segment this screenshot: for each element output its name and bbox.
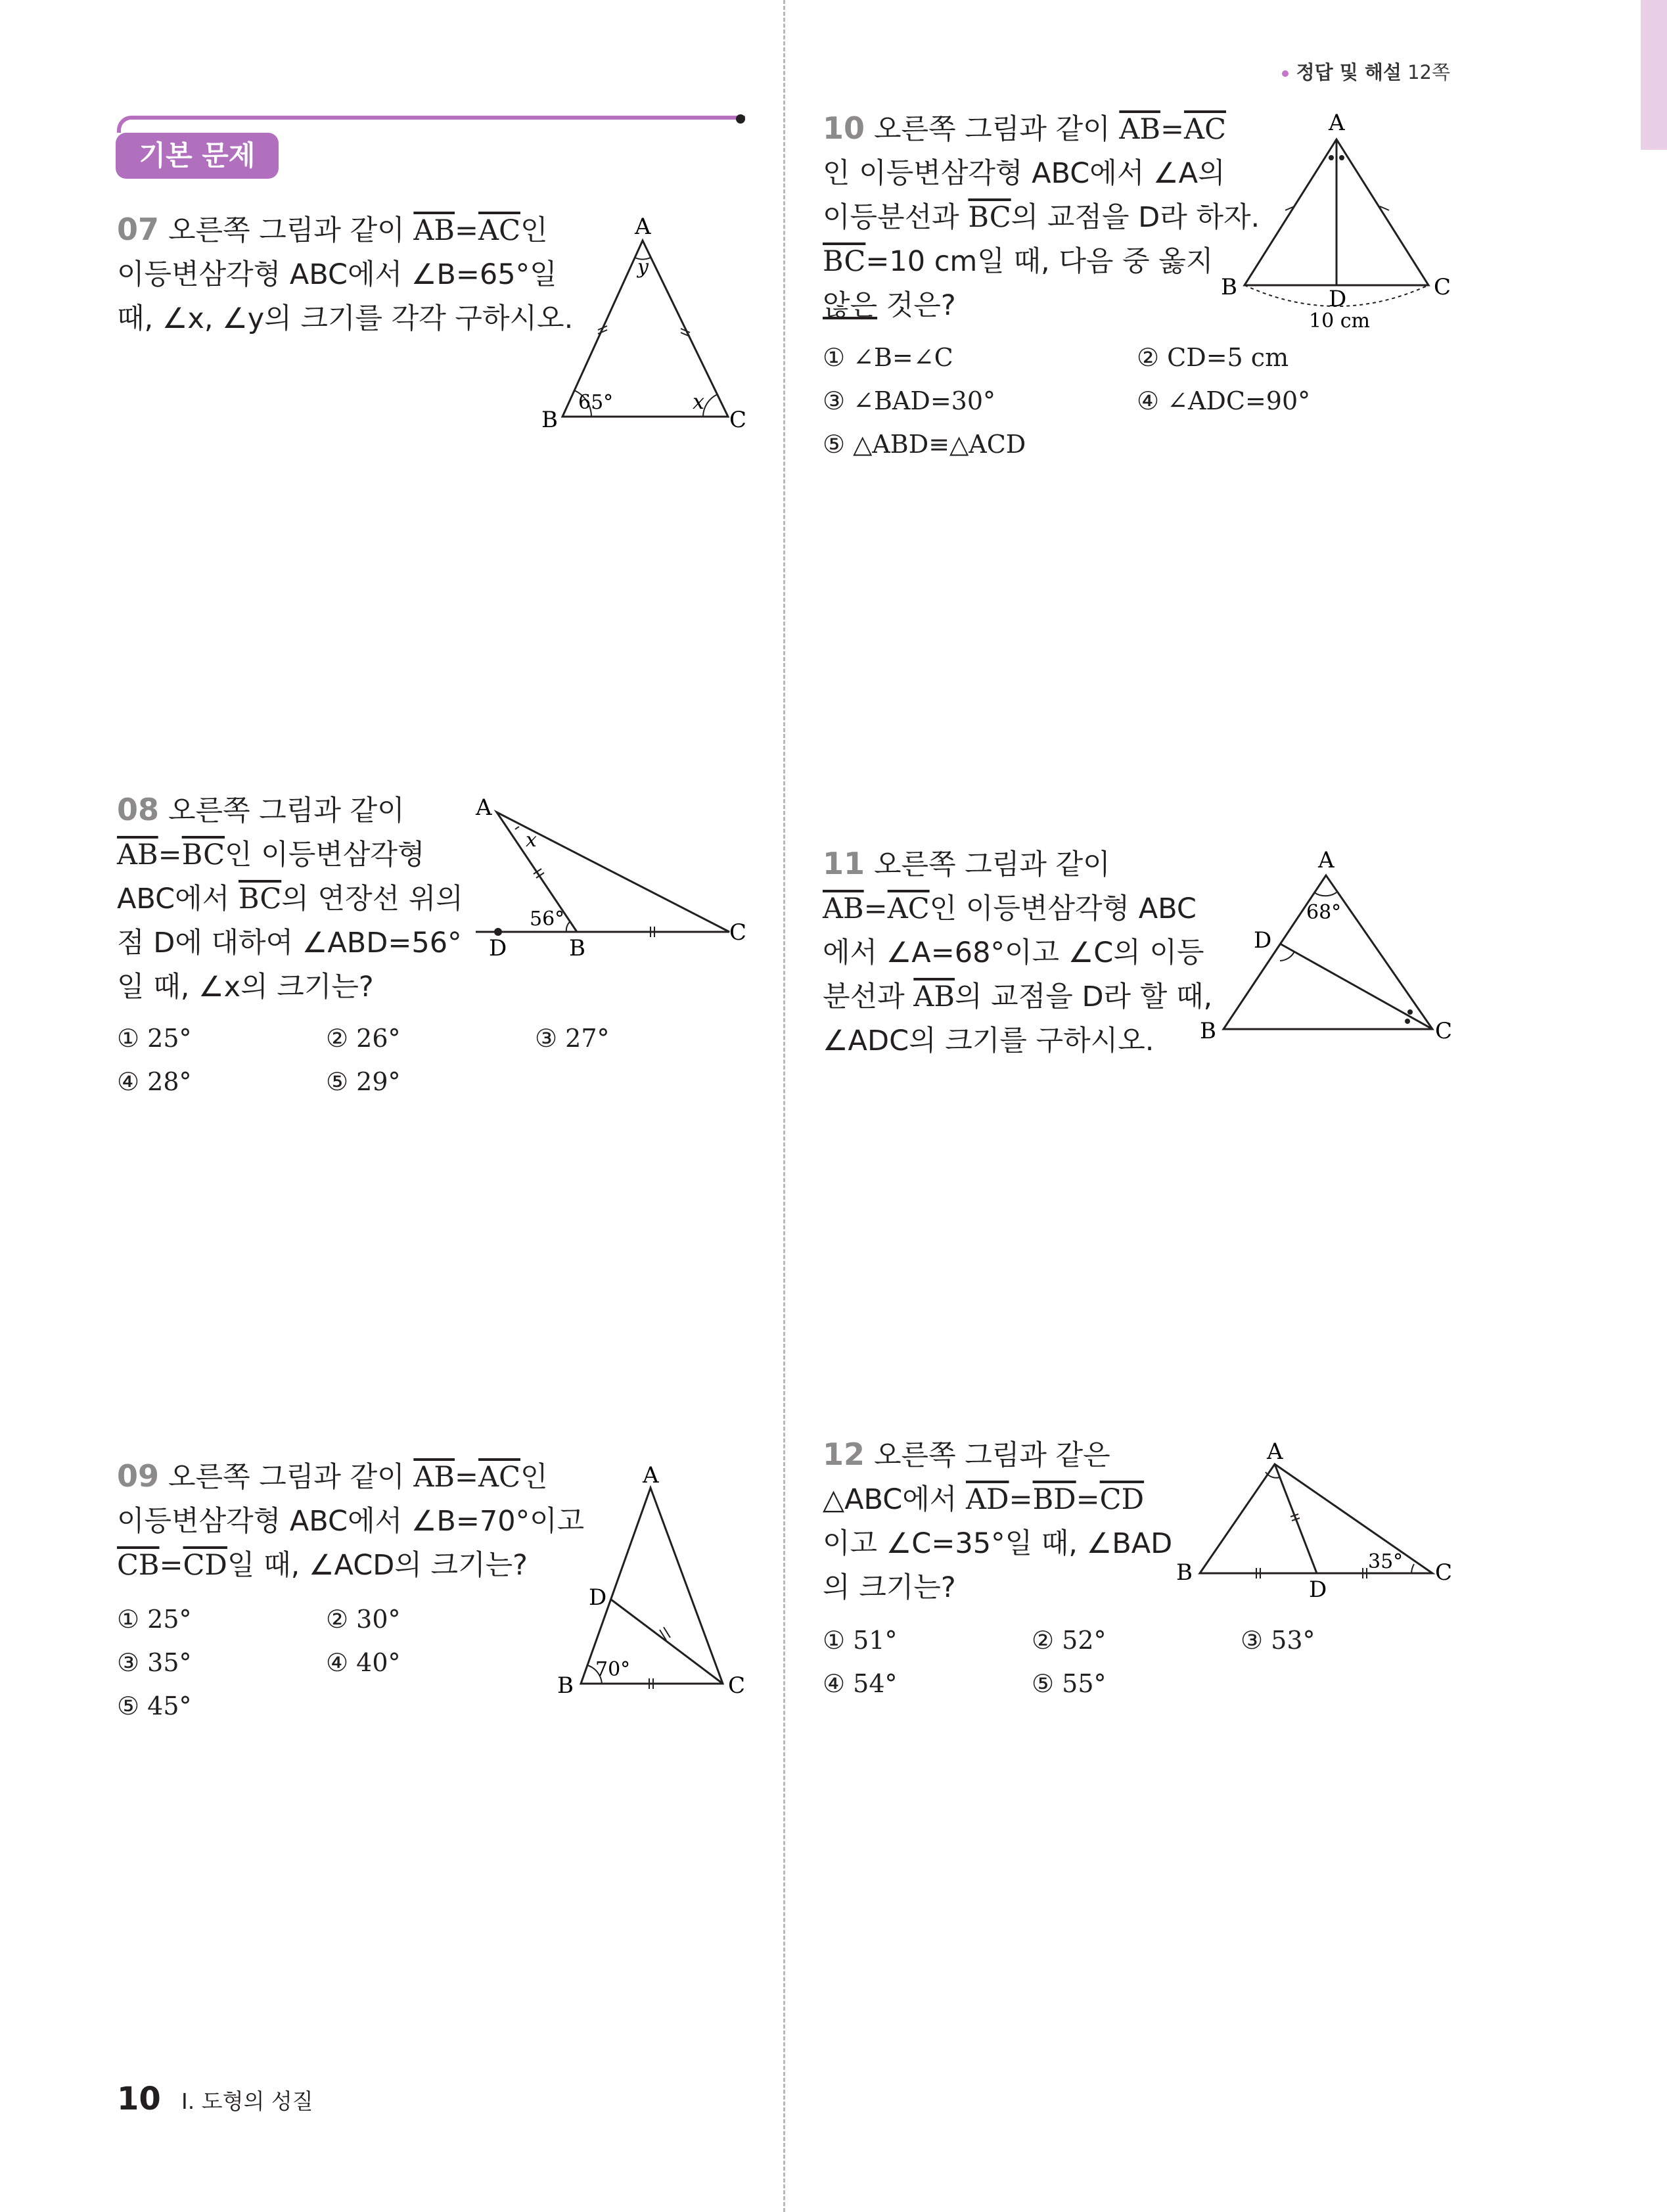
choice[interactable]: ④ 28° — [117, 1067, 192, 1096]
vertex-label: A — [643, 1462, 659, 1488]
segment: $\overline{AB}$ — [1119, 113, 1160, 146]
text: 일 때, ∠ACD의 크기는? — [227, 1549, 528, 1582]
choice[interactable]: ② CD=5 cm — [1137, 343, 1289, 372]
text: 의 연장선 위의 — [281, 883, 463, 915]
question-number: 07 — [117, 212, 160, 247]
choice[interactable]: ① 51° — [823, 1626, 898, 1655]
segment: $\overline{BC}$ — [823, 245, 866, 278]
question-12-line-3: 이고 ∠C=35°일 때, ∠BAD — [823, 1527, 1173, 1560]
text: 분선과 — [823, 980, 914, 1013]
text: 이등분선과 — [823, 201, 969, 234]
vertex-label: B — [1176, 1559, 1193, 1586]
text: = — [454, 1461, 479, 1494]
question-12-line-2 — [823, 1478, 1172, 1522]
text: = — [454, 214, 479, 247]
question-07-line-3: 때, ∠x, ∠y의 크기를 각각 구하시오. — [117, 302, 574, 335]
question-12-line-1 — [823, 1433, 1172, 1478]
vertex-label: C — [729, 407, 747, 433]
question-12 — [823, 1433, 1172, 1610]
text: 오른쪽 그림과 같이 — [168, 214, 414, 247]
vertex-label: C — [729, 919, 747, 946]
segment: $\overline{CB}$ — [117, 1549, 160, 1582]
vertex-label: D — [1309, 1577, 1327, 1603]
question-09-line-3 — [117, 1544, 584, 1588]
vertex-label: B — [1221, 274, 1237, 300]
question-11-line-5: ∠ADC의 크기를 구하시오. — [823, 1025, 1154, 1057]
question-12-figure — [1174, 1435, 1459, 1606]
question-08-line-2 — [117, 833, 463, 877]
angle-label: x — [693, 389, 705, 414]
text: 오른쪽 그림과 같이 — [168, 1461, 414, 1494]
page-number: 10 — [117, 2081, 161, 2117]
question-10-figure — [1217, 110, 1460, 334]
answer-reference-page: 12쪽 — [1407, 61, 1450, 83]
segment: $\overline{BC}$ — [181, 839, 225, 871]
length-label: 10 cm — [1309, 310, 1370, 333]
vertex-label: A — [476, 795, 492, 821]
question-12-line-4: 의 크기는? — [823, 1571, 956, 1604]
text: = — [159, 1549, 183, 1582]
text: △ABC에서 — [823, 1483, 966, 1516]
section-rule-dot — [736, 114, 745, 124]
question-08-figure — [472, 789, 754, 966]
vertex-label: C — [1435, 1559, 1453, 1586]
vertex-label: B — [569, 935, 585, 961]
choice[interactable]: ④ ∠ADC=90° — [1137, 386, 1311, 415]
segment: $\overline{AD}$ — [966, 1483, 1009, 1516]
text: 의 교점을 D라 할 때, — [954, 980, 1213, 1013]
angle-label: 70° — [595, 1658, 631, 1681]
text: = — [1160, 113, 1185, 146]
text: 의 교점을 D라 하자. — [1011, 201, 1260, 234]
vertex-label: D — [1329, 286, 1347, 312]
question-11-line-3: 에서 ∠A=68°이고 ∠C의 이등 — [823, 936, 1204, 969]
vertex-label: B — [557, 1672, 574, 1699]
answer-reference-label: 정답 및 해설 — [1296, 61, 1402, 83]
choice[interactable]: ② 30° — [326, 1605, 401, 1634]
vertex-label: A — [635, 214, 651, 240]
text: 인 — [520, 214, 548, 247]
choice[interactable]: ⑤ 55° — [1032, 1669, 1107, 1698]
segment: $\overline{AB}$ — [413, 214, 455, 247]
question-11-figure — [1196, 842, 1459, 1053]
question-11-line-1 — [823, 842, 1212, 887]
vertex-label: B — [541, 407, 558, 433]
question-number: 11 — [823, 846, 865, 881]
text: 인 이등변삼각형 ABC — [929, 892, 1197, 925]
question-10-line-4 — [823, 240, 1260, 284]
question-09 — [117, 1454, 584, 1588]
question-number: 08 — [117, 792, 160, 827]
segment: $\overline{BD}$ — [1032, 1483, 1076, 1516]
text: = — [158, 839, 182, 871]
angle-label: 35° — [1368, 1550, 1404, 1573]
question-07-figure — [532, 210, 756, 434]
segment: $\overline{AB}$ — [913, 980, 955, 1013]
angle-label: 65° — [578, 391, 614, 414]
choice[interactable]: ⑤ △ABD≡△ACD — [823, 430, 1026, 459]
segment: $\overline{AC}$ — [478, 214, 520, 247]
choice[interactable]: ③ 35° — [117, 1648, 192, 1677]
vertex-label: A — [1267, 1439, 1283, 1465]
text: = — [1076, 1483, 1100, 1516]
segment: $\overline{AB}$ — [117, 839, 158, 871]
choice[interactable]: ① ∠B=∠C — [823, 343, 953, 372]
vertex-label: B — [1200, 1018, 1216, 1044]
segment: $\overline{AC}$ — [887, 892, 930, 925]
emphasis: 않은 — [823, 289, 878, 322]
choice[interactable]: ⑤ 45° — [117, 1692, 192, 1720]
question-08-line-5: 일 때, ∠x의 크기는? — [117, 971, 374, 1003]
chapter-title: I. 도형의 성질 — [181, 2088, 313, 2114]
section-badge: 기본 문제 — [116, 133, 279, 179]
segment: $\overline{AC}$ — [478, 1461, 520, 1494]
segment: $\overline{CD}$ — [1099, 1483, 1145, 1516]
bullet-icon — [1282, 70, 1289, 77]
text: = — [863, 892, 888, 925]
question-10-line-2: 인 이등변삼각형 ABC에서 ∠A의 — [823, 157, 1225, 190]
vertex-label: D — [589, 1584, 607, 1611]
question-number: 09 — [117, 1458, 160, 1494]
vertex-label: C — [1435, 1018, 1453, 1044]
angle-label: y — [637, 256, 649, 279]
vertex-label: C — [1434, 274, 1451, 300]
question-number: 10 — [823, 110, 865, 146]
question-07-line-1 — [117, 208, 573, 253]
question-09-line-1 — [117, 1454, 584, 1500]
question-11 — [823, 842, 1212, 1063]
question-11-line-4 — [823, 975, 1212, 1019]
chapter-tab — [1641, 0, 1667, 150]
choice[interactable]: ③ 53° — [1241, 1626, 1315, 1655]
angle-label: 68° — [1306, 901, 1342, 924]
question-07 — [117, 208, 573, 341]
question-11-line-2 — [823, 887, 1212, 931]
question-number: 12 — [823, 1437, 865, 1472]
text: = — [1009, 1483, 1033, 1516]
angle-label: x — [526, 829, 537, 852]
segment: $\overline{AC}$ — [1184, 113, 1226, 146]
text: 오른쪽 그림과 같이 — [874, 848, 1110, 881]
question-08-line-1 — [117, 788, 463, 833]
answer-reference — [1282, 58, 1450, 85]
text: 오른쪽 그림과 같이 — [874, 113, 1120, 146]
choice[interactable]: ② 26° — [326, 1024, 401, 1053]
choice[interactable]: ① 25° — [117, 1024, 192, 1053]
question-09-line-2: 이등변삼각형 ABC에서 ∠B=70°이고 — [117, 1505, 585, 1538]
choice[interactable]: ④ 40° — [326, 1648, 401, 1677]
question-08-line-3 — [117, 877, 463, 921]
choice[interactable]: ① 25° — [117, 1605, 192, 1634]
question-08-line-4: 점 D에 대하여 ∠ABD=56° — [117, 927, 462, 959]
question-10-line-3 — [823, 196, 1260, 240]
question-08 — [117, 788, 463, 1009]
choice[interactable]: ② 52° — [1032, 1626, 1107, 1655]
angle-label: 56° — [530, 908, 565, 931]
question-09-figure — [551, 1459, 754, 1709]
text: 인 — [520, 1461, 548, 1494]
segment: $\overline{AB}$ — [413, 1461, 455, 1494]
vertex-label: A — [1318, 847, 1335, 873]
section-rule — [117, 116, 745, 133]
question-10 — [823, 106, 1260, 328]
segment: $\overline{BC}$ — [238, 883, 282, 915]
text: 오른쪽 그림과 같이 — [168, 795, 405, 827]
segment: $\overline{AB}$ — [823, 892, 864, 925]
choice[interactable]: ③ ∠BAD=30° — [823, 386, 996, 415]
question-10-line-5 — [823, 284, 1260, 328]
text: 오른쪽 그림과 같은 — [874, 1439, 1110, 1472]
segment: $\overline{CD}$ — [183, 1549, 227, 1582]
vertex-label: D — [489, 935, 507, 961]
text: 것은? — [877, 289, 956, 322]
text: ABC에서 — [117, 883, 239, 915]
segment: $\overline{BC}$ — [968, 201, 1011, 234]
choice[interactable]: ④ 54° — [823, 1669, 898, 1698]
question-10-line-1 — [823, 106, 1260, 152]
text: =10 cm일 때, 다음 중 옳지 — [865, 245, 1214, 278]
vertex-label: D — [1254, 927, 1272, 954]
column-divider — [783, 0, 785, 2212]
choice[interactable]: ⑤ 29° — [326, 1067, 401, 1096]
vertex-label: C — [728, 1672, 746, 1699]
question-07-line-2: 이등변삼각형 ABC에서 ∠B=65°일 — [117, 258, 557, 291]
choice[interactable]: ③ 27° — [535, 1024, 610, 1053]
vertex-label: A — [1329, 110, 1345, 136]
text: 인 이등변삼각형 — [225, 839, 425, 871]
